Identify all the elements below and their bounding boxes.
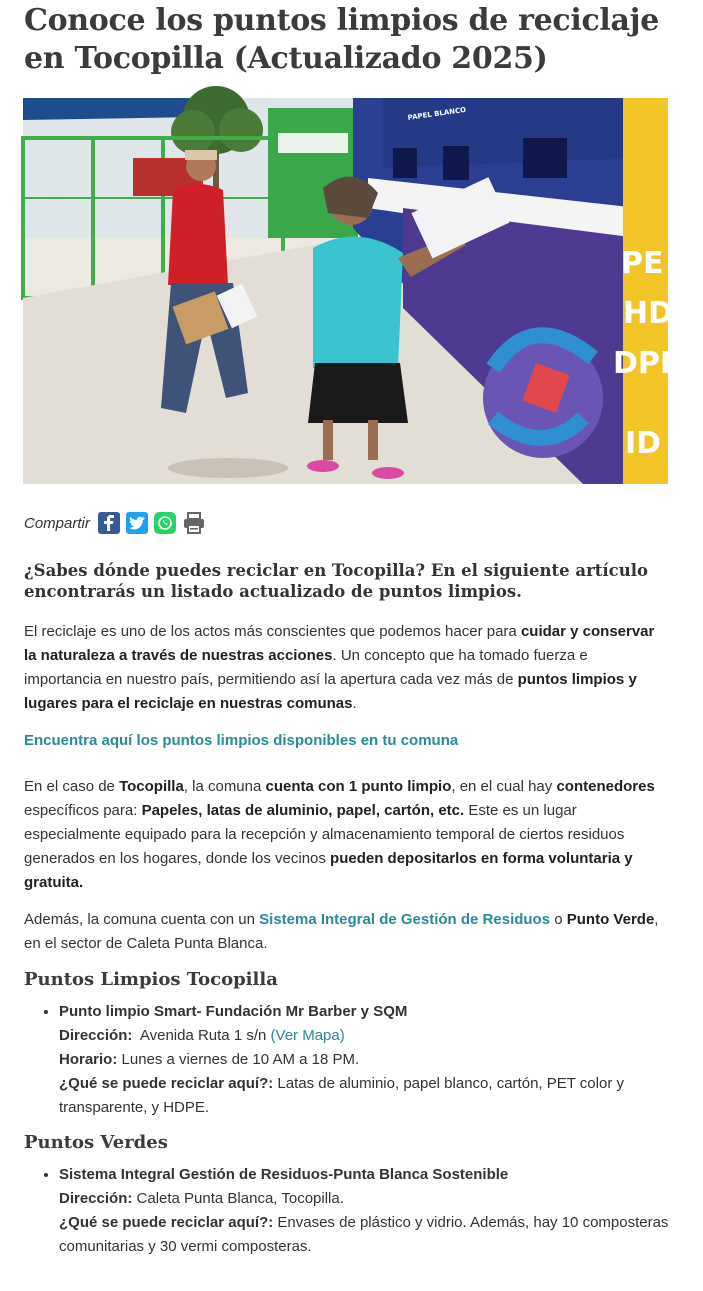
whatsapp-icon[interactable] [154, 512, 176, 534]
list-item [59, 1163, 703, 1259]
list-item [59, 1000, 703, 1120]
punto-limpio-name: Punto limpio Smart- Fundación Mr Barber y SQM [59, 1003, 408, 1020]
caso-text-3: , en el cual hay [451, 778, 557, 795]
caso-bold-4: Papeles, latas de aluminio, papel, cartón, etc. [141, 802, 465, 819]
ademas-text-2: o [550, 911, 567, 928]
intro-text-2: . Un concepto que ha tomado fuerza e importancia en nuestro país, permitiendo así la apertura cada vez más de [24, 647, 588, 688]
container-letters-1: PE [621, 246, 664, 281]
caso-text-2: , la comuna [183, 778, 266, 795]
ademas-bold-1: Punto Verde [566, 911, 655, 928]
intro-text-3: . [352, 695, 357, 712]
direccion-label: Dirección: [59, 1027, 133, 1044]
caso-text-5: Este es un lugar especialmente equipado para la recepción y almacenamiento temporal de ciertos residuos generados en los hogares, donde los vecinos [24, 802, 625, 867]
container-letters-4: ID [625, 426, 662, 461]
container-letters-3: DPE [613, 346, 681, 381]
hero-photo [23, 98, 681, 484]
que-reciclar-value: Envases de plástico y vidrio. Además, hay 10 composteras comunitarias y 30 vermi composteras. [59, 1214, 669, 1255]
horario-value: Lunes a viernes de 10 AM a 18 PM. [117, 1051, 360, 1068]
intro-bold-1: cuidar y conservar la naturaleza a través de nuestras acciones [24, 623, 655, 664]
twitter-icon[interactable] [126, 512, 148, 534]
direccion-value: Caleta Punta Blanca, Tocopilla. [132, 1190, 344, 1207]
horario-label: Horario: [59, 1051, 118, 1068]
container-letters-2: HD [623, 296, 674, 331]
caso-bold-5: pueden depositarlos en forma voluntaria y gratuita. [24, 850, 633, 891]
caso-paragraph [24, 775, 668, 895]
heading-puntos-limpios: Puntos Limpios Tocopilla [24, 969, 278, 990]
direccion-label: Dirección: [59, 1190, 133, 1207]
ver-mapa-link[interactable]: (Ver Mapa) [270, 1027, 345, 1044]
caso-bold-1: Tocopilla [119, 778, 184, 795]
que-reciclar-label: ¿Qué se puede reciclar aquí?: [59, 1075, 274, 1092]
share-label: Compartir [24, 514, 90, 532]
heading-puntos-verdes: Puntos Verdes [24, 1132, 168, 1153]
page-title: Conoce los puntos limpios de reciclaje en Tocopilla (Actualizado 2025) [24, 3, 660, 76]
caso-bold-3: contenedores [556, 778, 655, 795]
ademas-paragraph [24, 908, 668, 956]
intro-paragraph [24, 620, 668, 716]
facebook-icon[interactable] [98, 512, 120, 534]
sistema-integral-link[interactable]: Sistema Integral de Gestión de Residuos [259, 911, 551, 928]
direccion-value: Avenida Ruta 1 s/n [132, 1027, 271, 1044]
puntos-verdes-list [24, 1163, 703, 1259]
que-reciclar-label: ¿Qué se puede reciclar aquí?: [59, 1214, 274, 1231]
caso-bold-2: cuenta con 1 punto limpio [265, 778, 452, 795]
punto-verde-name: Sistema Integral Gestión de Residuos-Punta Blanca Sostenible [59, 1166, 509, 1183]
comuna-link-paragraph [24, 729, 668, 753]
caso-text-1: En el caso de [24, 778, 120, 795]
intro-text-1: El reciclaje es uno de los actos más conscientes que podemos hacer para [24, 623, 521, 640]
sign-papel-blanco: PAPEL BLANCO [407, 105, 467, 122]
caso-text-4: específicos para: [24, 802, 142, 819]
ademas-text-1: Además, la comuna cuenta con un [24, 911, 260, 928]
intro-bold-2: puntos limpios y lugares para el reciclaje en nuestras comunas [24, 671, 637, 712]
ademas-text-3: , en el sector de Caleta Punta Blanca. [24, 911, 659, 952]
comuna-link[interactable]: Encuentra aquí los puntos limpios disponibles en tu comuna [24, 732, 459, 749]
share-bar [24, 512, 206, 534]
article-lead: ¿Sabes dónde puedes reciclar en Tocopilla? En el siguiente artículo encontrarás un listado actualizado de puntos limpios. [24, 561, 648, 601]
que-reciclar-value: Latas de aluminio, papel blanco, cartón, PET color y transparente, y HDPE. [59, 1075, 624, 1116]
puntos-limpios-list [24, 1000, 703, 1120]
print-icon[interactable] [182, 512, 206, 534]
